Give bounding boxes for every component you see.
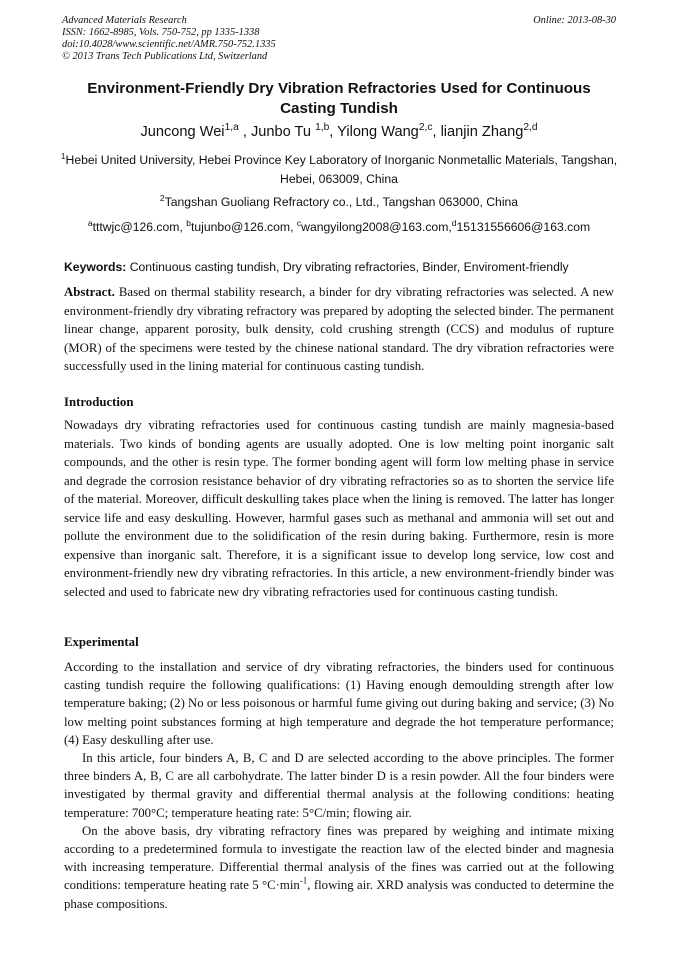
experimental-paragraph-1: According to the installation and service of dry vibrating refractories, the binders used for continuous casting tundish require the following qualifications: (1) Having enough demoulding strength after low temperature baking; (2) No or less poisonous or harmful fume giving out during baking and service; (3) No low melting point substances forming at high temperature and degrade the hot temperature performance; (4) Easy deskulling after use. [64, 660, 614, 747]
author-name: Juncong Wei [140, 124, 225, 140]
email-sup: c [296, 217, 302, 228]
publication-meta [62, 15, 276, 63]
author-emails: $^a$tttwjc@126.com, $^b$tujunbo@126.com, $^c$wangyilong2008@163.com,$^d$15131556606@163.com [87, 217, 591, 234]
abstract-label: Abstract. [64, 285, 115, 299]
keywords-label: Keywords: [64, 260, 127, 274]
email-sup: b [186, 217, 191, 228]
introduction-heading: Introduction [64, 395, 134, 409]
unit-exponent: -1 [299, 876, 308, 887]
paragraph-text: On the above basis, dry vibrating refractory fines was prepared by weighing and intimate mixing according to a predetermined formula to investigate the reaction law of the elected binder and magnesia with increasing temperature. Differential thermal analysis of the fines was carried out at the following conditions: temperature heating rate 5 °C·min [64, 823, 614, 893]
author-name: Junbo Tu [250, 124, 311, 140]
experimental-paragraph-3 [64, 822, 614, 913]
email-link[interactable]: tujunbo@126.com [190, 220, 291, 234]
author-sup: 2,d [523, 122, 538, 134]
experimental-section [64, 658, 614, 913]
affiliation-text: Tangshan Guoliang Refractory co., Ltd., Tangshan 063000, China [164, 195, 519, 209]
affiliation-2 [60, 193, 618, 212]
affiliation-text: Hebei United University, Hebei Province Key Laboratory of Inorganic Nonmetallic Materials, Tangshan, Hebei, 063009, China [65, 153, 618, 186]
keywords [64, 259, 616, 276]
author-sup: 1,a [224, 122, 239, 134]
paragraph-text: , flowing air. XRD analysis was conducted to determine the phase compositions. [64, 878, 614, 911]
experimental-heading: Experimental [64, 635, 139, 649]
issn-line: ISSN: 1662-8985, Vols. 750-752, pp 1335-1338 [62, 27, 260, 38]
email-link[interactable]: tttwjc@126.com [92, 220, 180, 234]
abstract [64, 283, 614, 376]
journal-name: Advanced Materials Research [62, 15, 187, 26]
author-name: Yilong Wang [337, 124, 419, 140]
affiliation-1 [60, 151, 618, 189]
email-link[interactable]: 15131556606@163.com [456, 220, 591, 234]
abstract-text: Based on thermal stability research, a binder for dry vibrating refractories was selected. A new environment-friendly dry vibrating refractory was prepared by adopting the selected binder. The permanent linear change, apparent porosity, bulk density, cold crushing strength (CCS) and modulus of rupture (MOR) of the specimens were tested by the chinese national standard. The dry vibration refractories were successfully used in the lining material for continuous casting tundish. [64, 285, 614, 373]
email-sup: d [451, 217, 457, 228]
author-sup: 1,b [315, 122, 330, 134]
keywords-text: Continuous casting tundish, Dry vibrating refractories, Binder, Enviroment-friendly [129, 260, 569, 274]
email-link[interactable]: wangyilong2008@163.com [301, 220, 449, 234]
introduction-paragraph: Nowadays dry vibrating refractories used for continuous casting tundish are mainly magnesia-based materials. Two kinds of bonding agents are usually adopted. One is low melting point inorganic salt compounds, and the other is resin type. The former bonding agent will form low melting phase in service and degrade the corrosion resistance behavior of dry vibrating refractories so as to shorten the service life of the material. Moreover, difficult deskulling takes place when the lining is removed. The latter has longer service life and easy deskulling. However, harmful gases such as methanal and ammonia will set out and pollute the environment due to the solidification of the resin during baking. Furthermore, resin is more expensive than inorganic salt. Therefore, it is a significant issue to develop long service, low cost and environment-friendly new dry vibrating refractories. In this article, a new environment-friendly binder was selected and used to fabricate new dry vibrating refractories used for continuous casting tundish. [64, 418, 614, 599]
author-sup: 2,c [418, 122, 433, 134]
experimental-paragraph-2: In this article, four binders A, B, C and D are selected according to the above principles. The former three binders A, B, C are all carbohydrate. The latter binder D is a resin powder. All the four binders were investigated by thermal gravity and differential thermal analysis at the following conditions: heating temperature: 700°C; temperature heating rate: 5°C/min; flowing air. [64, 751, 614, 820]
affiliation-sup: 2 [159, 192, 165, 203]
copyright-line: © 2013 Trans Tech Publications Ltd, Switzerland [62, 51, 268, 62]
affiliation-sup: 1 [60, 150, 66, 161]
author-name: lianjin Zhang [440, 124, 524, 140]
email-sup: a [87, 217, 93, 228]
online-date: Online: 2013-08-30 [533, 15, 616, 26]
author-list: Juncong Wei$^{1,a}$ , Junbo Tu $^{1,b}$, Yilong Wang$^{2,c}$, lianjin Zhang$^{2,d}$ [140, 122, 538, 140]
paper-title: Environment-Friendly Dry Vibration Refractories Used for Continuous Casting Tundish [87, 80, 591, 117]
doi-line: doi:10.4028/www.scientific.net/AMR.750-752.1335 [62, 39, 276, 50]
